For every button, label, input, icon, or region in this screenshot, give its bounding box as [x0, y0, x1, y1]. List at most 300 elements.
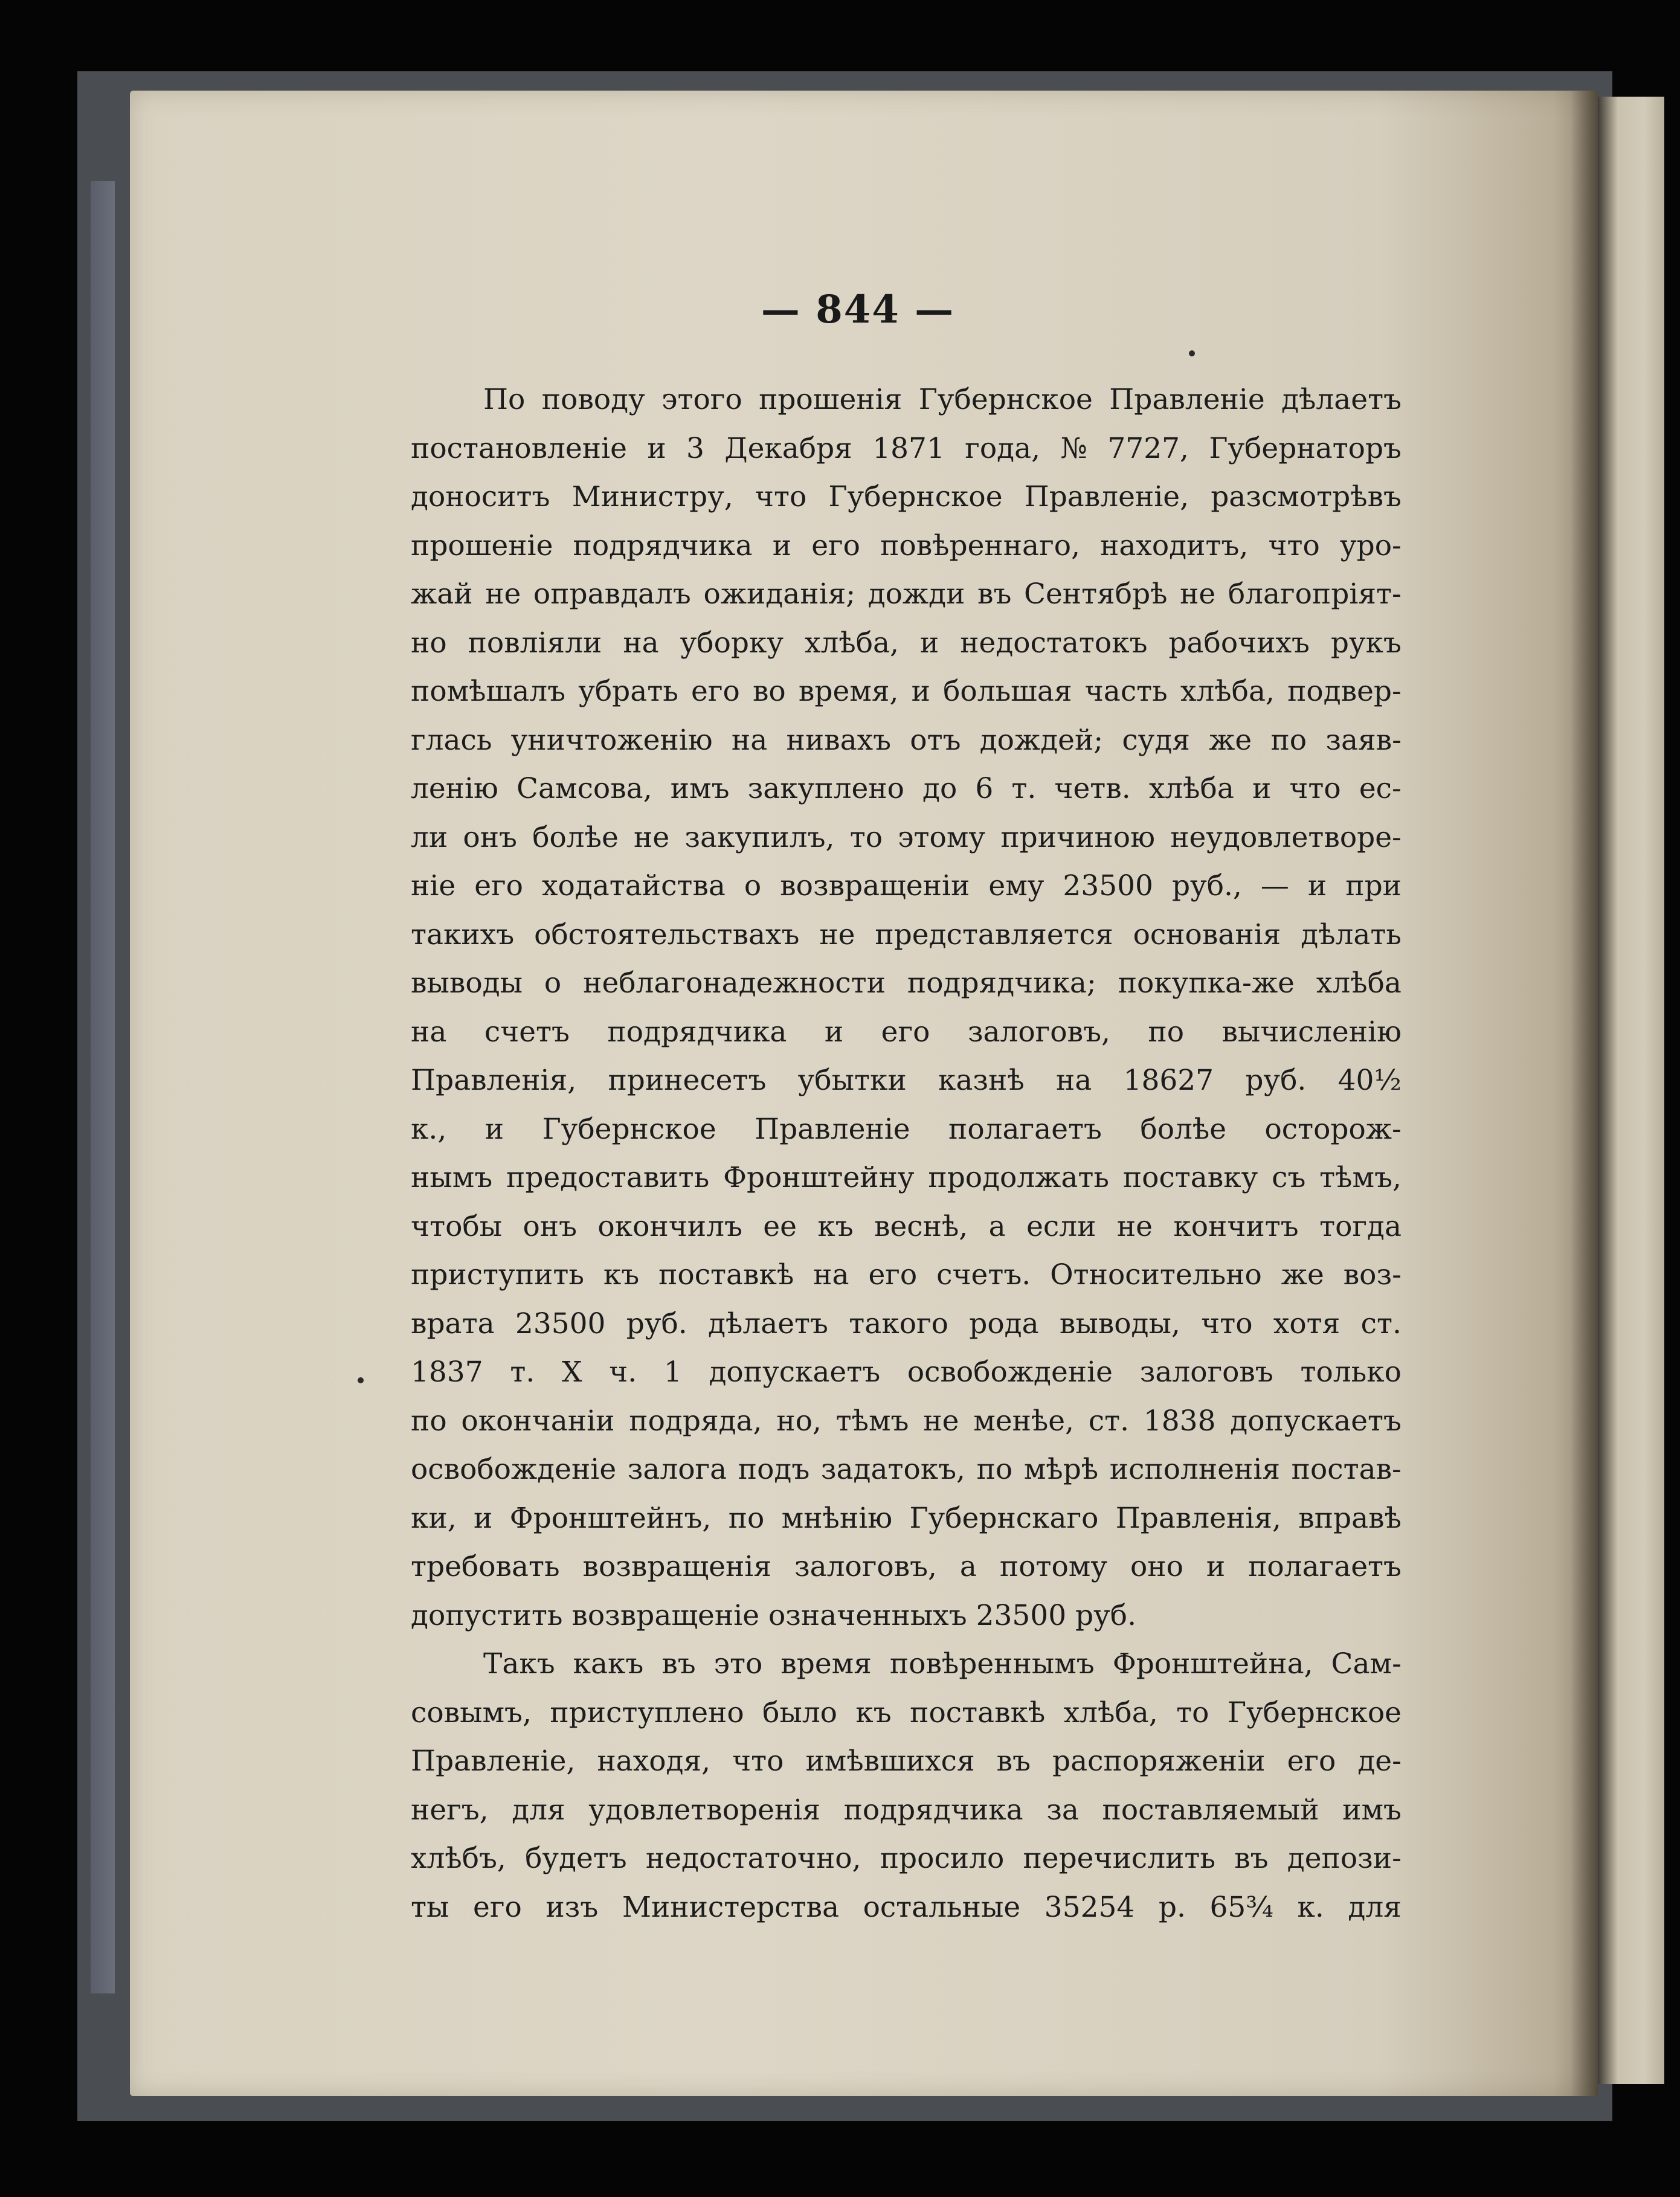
- word: 65¾: [1209, 1890, 1273, 1924]
- word: Правленіе: [1109, 383, 1265, 416]
- word: во: [752, 675, 786, 708]
- word: не: [1180, 577, 1216, 611]
- word: находитъ,: [1100, 529, 1249, 562]
- word: Правленіе,: [411, 1745, 576, 1778]
- body-text: [411, 376, 1402, 1932]
- word: ки,: [411, 1501, 457, 1535]
- word: поставку: [1122, 1161, 1258, 1194]
- word: подъ: [738, 1453, 810, 1486]
- word: Сам-: [1331, 1647, 1402, 1681]
- word: подряда,: [629, 1404, 762, 1438]
- word: допускаетъ: [1230, 1404, 1402, 1438]
- word: перечислить: [1023, 1842, 1215, 1875]
- word: а: [959, 1550, 977, 1583]
- word: для: [512, 1793, 565, 1827]
- word: и: [911, 675, 930, 708]
- next-page-edge: [1598, 97, 1664, 2084]
- word: т.: [1011, 772, 1037, 805]
- word: было: [762, 1696, 837, 1729]
- word: залоговъ,: [967, 1015, 1110, 1049]
- text-line: [411, 1397, 1402, 1446]
- word: если: [1026, 1209, 1096, 1243]
- word: залога: [627, 1453, 727, 1486]
- word: имъ: [670, 772, 730, 805]
- word: убытки: [797, 1064, 907, 1097]
- text-line: [411, 716, 1402, 765]
- word: прошенія: [759, 383, 903, 416]
- word: убрать: [578, 675, 678, 708]
- word: то: [1176, 1696, 1209, 1729]
- word: его: [691, 675, 740, 708]
- word: неблагонадежности: [583, 967, 886, 1000]
- word: допустить: [411, 1598, 572, 1632]
- word: доноситъ: [411, 480, 550, 513]
- word: его: [868, 1258, 918, 1292]
- word: помѣшалъ: [411, 675, 565, 708]
- word: уро-: [1340, 529, 1402, 562]
- text-line: [411, 1640, 1402, 1689]
- gutter-shadow: [1571, 91, 1598, 2096]
- word: нымъ: [411, 1161, 493, 1194]
- word: 1837: [411, 1356, 483, 1389]
- text-line: [411, 522, 1402, 571]
- word: уборку: [680, 626, 784, 660]
- text-line: [411, 1786, 1402, 1835]
- text-line: [411, 1251, 1402, 1300]
- word: его: [473, 1890, 522, 1924]
- word: 7727,: [1107, 431, 1189, 465]
- word: освобожденіе: [907, 1356, 1113, 1389]
- word: возвращенія: [582, 1550, 771, 1583]
- word: исполненія: [1109, 1453, 1281, 1486]
- word: имъ: [1342, 1793, 1402, 1827]
- word: выводы: [411, 967, 523, 1000]
- word: выводы,: [1059, 1307, 1180, 1340]
- word: Губернаторъ: [1209, 431, 1402, 465]
- word: четв.: [1054, 772, 1131, 805]
- word: Губернскаго: [909, 1501, 1099, 1535]
- word: его: [1287, 1745, 1336, 1778]
- word: а: [988, 1209, 1006, 1243]
- word: веснѣ,: [874, 1209, 968, 1243]
- text-line: [411, 1348, 1402, 1397]
- word: постановленіе: [411, 431, 627, 465]
- word: покупка-же: [1118, 967, 1295, 1000]
- word: 18627: [1123, 1064, 1214, 1097]
- word: X: [561, 1356, 582, 1389]
- text-line: [411, 473, 1402, 522]
- word: и: [1252, 772, 1272, 805]
- word: врата: [411, 1307, 495, 1340]
- word: ч.: [609, 1356, 637, 1389]
- word: на: [813, 1258, 849, 1292]
- word: отъ: [910, 723, 961, 757]
- word: судя: [1122, 723, 1190, 757]
- word: что: [1268, 529, 1320, 562]
- word: къ: [603, 1258, 640, 1292]
- word: только: [1300, 1356, 1402, 1389]
- word: 6: [975, 772, 994, 805]
- word: хлѣба: [1148, 772, 1234, 805]
- text-line: [411, 1446, 1402, 1494]
- word: Декабря: [724, 431, 852, 465]
- word: какъ: [573, 1647, 644, 1681]
- word: подвер-: [1287, 675, 1402, 708]
- word: ходатайства: [541, 869, 726, 902]
- word: представляется: [875, 918, 1113, 951]
- word: подрядчика: [573, 529, 753, 562]
- word: совымъ,: [411, 1696, 532, 1729]
- word: не: [1116, 1209, 1153, 1243]
- word: дѣлаетъ: [708, 1307, 828, 1340]
- word: на: [411, 1015, 447, 1049]
- word: въ: [1234, 1842, 1269, 1875]
- word: съ: [1272, 1161, 1306, 1194]
- page-number: — 844 —: [761, 287, 955, 332]
- word: Фронштейну: [723, 1161, 915, 1194]
- word: Министру,: [571, 480, 733, 513]
- word: руб.: [1245, 1064, 1307, 1097]
- word: просило: [880, 1842, 1005, 1875]
- word: года,: [965, 431, 1041, 465]
- text-line: [411, 619, 1402, 668]
- word: Относительно: [1050, 1258, 1262, 1292]
- word: Сентябрѣ: [1024, 577, 1168, 611]
- word: 23500: [1063, 869, 1153, 902]
- word: и: [484, 1112, 504, 1146]
- word: Губернское: [1227, 1696, 1402, 1729]
- word: что: [1201, 1307, 1253, 1340]
- text-line: [411, 1105, 1402, 1154]
- word: негъ,: [411, 1793, 489, 1827]
- word: по: [1270, 723, 1307, 757]
- word: повѣреннымъ: [889, 1647, 1095, 1681]
- text-line: [411, 425, 1402, 474]
- word: время,: [798, 675, 899, 708]
- word: неудовлетворе-: [1170, 820, 1402, 854]
- word: оправдалъ: [533, 577, 691, 611]
- word: По: [483, 383, 526, 416]
- word: разсмотрѣвъ: [1211, 480, 1402, 513]
- word: тогда: [1319, 1209, 1402, 1243]
- word: имѣвшихся: [805, 1745, 975, 1778]
- word: воз-: [1343, 1258, 1402, 1292]
- word: окончилъ: [597, 1209, 742, 1243]
- word: это: [713, 1647, 763, 1681]
- word: Губернское: [542, 1112, 716, 1146]
- word: такого: [849, 1307, 948, 1340]
- text-line: [411, 667, 1402, 716]
- word: Губернское: [828, 480, 1003, 513]
- word: возвращеніе: [571, 1598, 768, 1632]
- word: полагаетъ: [948, 1112, 1102, 1146]
- word: вправѣ: [1298, 1501, 1402, 1535]
- text-line: [411, 1835, 1402, 1883]
- word: р.: [1158, 1890, 1186, 1924]
- text-line: [411, 1300, 1402, 1349]
- word: полагаетъ: [1248, 1550, 1402, 1583]
- word: мѣрѣ: [1023, 1453, 1099, 1486]
- word: остальные: [863, 1890, 1021, 1924]
- word: Правленія,: [411, 1064, 577, 1097]
- word: дѣлаетъ: [1281, 383, 1402, 416]
- word: повѣреннаго,: [880, 529, 1080, 562]
- word: время: [780, 1647, 872, 1681]
- word: приступлено: [550, 1696, 744, 1729]
- word: задатокъ,: [820, 1453, 965, 1486]
- text-line: [411, 1008, 1402, 1057]
- word: что: [1289, 772, 1341, 805]
- word: руб.,: [1171, 869, 1242, 902]
- word: к.: [1297, 1890, 1324, 1924]
- word: 1: [663, 1356, 682, 1389]
- word: к.,: [411, 1112, 447, 1146]
- ink-speck: [358, 1377, 364, 1383]
- word: находя,: [597, 1745, 711, 1778]
- word: ему: [988, 869, 1044, 902]
- text-line: [411, 570, 1402, 619]
- word: и: [772, 529, 792, 562]
- word: и: [647, 431, 666, 465]
- text-line: [411, 862, 1402, 911]
- word: благопріят-: [1228, 577, 1402, 611]
- word: о: [544, 967, 562, 1000]
- word: подрядчика;: [907, 967, 1096, 1000]
- word: ніе: [411, 869, 456, 902]
- word: обстоятельствахъ: [534, 918, 800, 951]
- word: ее: [763, 1209, 797, 1243]
- word: поставляемый: [1102, 1793, 1319, 1827]
- word: 3: [686, 431, 704, 465]
- text-line: [411, 1592, 1402, 1641]
- text-line: [411, 1203, 1402, 1252]
- word: за: [1046, 1793, 1079, 1827]
- word: счетъ: [484, 1015, 570, 1049]
- word: Правленіе,: [1024, 480, 1189, 513]
- word: по: [976, 1453, 1013, 1486]
- word: болѣе: [1140, 1112, 1227, 1146]
- word: Самсова,: [517, 772, 652, 805]
- word: ли: [411, 820, 448, 854]
- text-line: [411, 911, 1402, 960]
- word: хлѣба,: [1180, 675, 1275, 708]
- word: изъ: [546, 1890, 599, 1924]
- word: и: [1206, 1550, 1226, 1583]
- word: ожиданія;: [703, 577, 856, 611]
- word: окончаніи: [461, 1404, 615, 1438]
- word: Фронштейнъ,: [509, 1501, 712, 1535]
- word: дожди: [867, 577, 965, 611]
- word: приступить: [411, 1258, 584, 1292]
- text-line: [411, 814, 1402, 863]
- word: депози-: [1287, 1842, 1402, 1875]
- word: 40½: [1337, 1064, 1402, 1097]
- word: по: [728, 1501, 765, 1535]
- word: продолжать: [928, 1161, 1110, 1194]
- word: онъ: [463, 820, 517, 854]
- word: ты: [411, 1890, 449, 1924]
- word: закупилъ,: [684, 820, 835, 854]
- text-line: [411, 1057, 1402, 1105]
- word: поставкѣ: [658, 1258, 794, 1292]
- word: т.: [510, 1356, 535, 1389]
- word: допускаетъ: [709, 1356, 881, 1389]
- word: на: [1055, 1064, 1092, 1097]
- word: о: [744, 869, 762, 902]
- word: въ: [661, 1647, 696, 1681]
- word: часть: [1084, 675, 1168, 708]
- word: прошеніе: [411, 529, 553, 562]
- word: чтобы: [411, 1209, 503, 1243]
- word: его: [811, 529, 860, 562]
- word: этому: [898, 820, 986, 854]
- word: осторож-: [1264, 1112, 1402, 1146]
- word: и: [473, 1501, 493, 1535]
- word: и: [1307, 869, 1327, 902]
- text-line: [411, 1737, 1402, 1786]
- ink-speck: [1189, 350, 1195, 356]
- text-line: [411, 765, 1402, 814]
- word: что: [755, 480, 807, 513]
- word: нивахъ: [786, 723, 892, 757]
- word: но: [411, 626, 447, 660]
- word: на: [731, 723, 768, 757]
- word: казнѣ: [938, 1064, 1025, 1097]
- word: его: [474, 869, 523, 902]
- word: Такъ: [483, 1647, 555, 1681]
- text-line: [411, 1689, 1402, 1738]
- word: но,: [776, 1404, 822, 1438]
- word: большая: [943, 675, 1072, 708]
- cover-edge: [91, 181, 115, 1993]
- word: рукъ: [1330, 626, 1402, 660]
- text-line: [411, 1883, 1402, 1932]
- word: его: [881, 1015, 930, 1049]
- word: уничтоженію: [510, 723, 713, 757]
- word: болѣе: [532, 820, 619, 854]
- word: тѣмъ,: [1319, 1161, 1402, 1194]
- word: принесетъ: [608, 1064, 767, 1097]
- word: закуплено: [747, 772, 904, 805]
- word: хлѣба: [1316, 967, 1402, 1000]
- word: до: [922, 772, 957, 805]
- text-line: [411, 376, 1402, 425]
- word: №: [1060, 431, 1087, 465]
- word: заяв-: [1325, 723, 1402, 757]
- word: что: [732, 1745, 784, 1778]
- word: подрядчика: [843, 1793, 1023, 1827]
- word: повліяли: [468, 626, 602, 660]
- word: же: [1281, 1258, 1324, 1292]
- word: этого: [661, 383, 742, 416]
- word: 1838: [1143, 1404, 1216, 1438]
- word: не: [634, 820, 670, 854]
- word: Министерства: [622, 1890, 839, 1924]
- word: ст.: [1360, 1307, 1402, 1340]
- word: причиною: [1000, 820, 1155, 854]
- word: къ: [817, 1209, 854, 1243]
- word: залоговъ: [1139, 1356, 1273, 1389]
- word: ес-: [1359, 772, 1402, 805]
- word: поводу: [541, 383, 645, 416]
- word: рабочихъ: [1168, 626, 1310, 660]
- word: 1871: [872, 431, 945, 465]
- word: недостаточно,: [645, 1842, 861, 1875]
- word: дѣлать: [1301, 918, 1402, 951]
- word: то: [849, 820, 883, 854]
- word: ленію: [411, 772, 498, 805]
- word: постав-: [1291, 1453, 1402, 1486]
- word: на: [623, 626, 659, 660]
- word: счетъ.: [936, 1258, 1031, 1292]
- text-line: [411, 1154, 1402, 1203]
- word: де-: [1357, 1745, 1402, 1778]
- word: —: [1260, 869, 1289, 902]
- word: руб.: [626, 1307, 687, 1340]
- word: для: [1348, 1890, 1402, 1924]
- word: при: [1345, 869, 1402, 902]
- word: оно: [1130, 1550, 1183, 1583]
- word: Фронштейна,: [1112, 1647, 1313, 1681]
- word: по: [1148, 1015, 1184, 1049]
- word: ст.: [1088, 1404, 1130, 1438]
- word: поставкѣ: [910, 1696, 1046, 1729]
- word: удовлетворенія: [588, 1793, 820, 1827]
- word: не: [485, 577, 521, 611]
- word: распоряженіи: [1052, 1745, 1266, 1778]
- word: кончитъ: [1173, 1209, 1299, 1243]
- word: руб.: [1075, 1598, 1137, 1632]
- word: вычисленію: [1221, 1015, 1402, 1049]
- word: будетъ: [525, 1842, 627, 1875]
- word: жай: [411, 577, 473, 611]
- word: и: [824, 1015, 844, 1049]
- word: дождей;: [979, 723, 1104, 757]
- word: же: [1209, 723, 1252, 757]
- word: основанія: [1133, 918, 1281, 951]
- word: 23500: [976, 1598, 1076, 1632]
- word: хлѣба,: [1063, 1696, 1158, 1729]
- word: онъ: [523, 1209, 578, 1243]
- word: потому: [999, 1550, 1108, 1583]
- word: требовать: [411, 1550, 560, 1583]
- word: 35254: [1044, 1890, 1135, 1924]
- word: предоставить: [506, 1161, 710, 1194]
- word: хлѣба,: [804, 626, 899, 660]
- text-line: [411, 1543, 1402, 1592]
- word: рода: [969, 1307, 1039, 1340]
- text-line: [411, 959, 1402, 1008]
- word: хотя: [1273, 1307, 1340, 1340]
- word: Правленія,: [1115, 1501, 1281, 1535]
- word: менѣе,: [973, 1404, 1074, 1438]
- word: подрядчика: [607, 1015, 787, 1049]
- word: мнѣнію: [781, 1501, 893, 1535]
- word: въ: [977, 577, 1012, 611]
- word: по: [411, 1404, 447, 1438]
- word: освобожденіе: [411, 1453, 617, 1486]
- word: не: [819, 918, 855, 951]
- word: залоговъ,: [794, 1550, 937, 1583]
- word: хлѣбъ,: [411, 1842, 506, 1875]
- word: въ: [996, 1745, 1031, 1778]
- word: такихъ: [411, 918, 515, 951]
- word: возвращеніи: [780, 869, 970, 902]
- word: тѣмъ: [835, 1404, 909, 1438]
- word: 23500: [515, 1307, 606, 1340]
- word: глась: [411, 723, 492, 757]
- word: означенныхъ: [768, 1598, 976, 1632]
